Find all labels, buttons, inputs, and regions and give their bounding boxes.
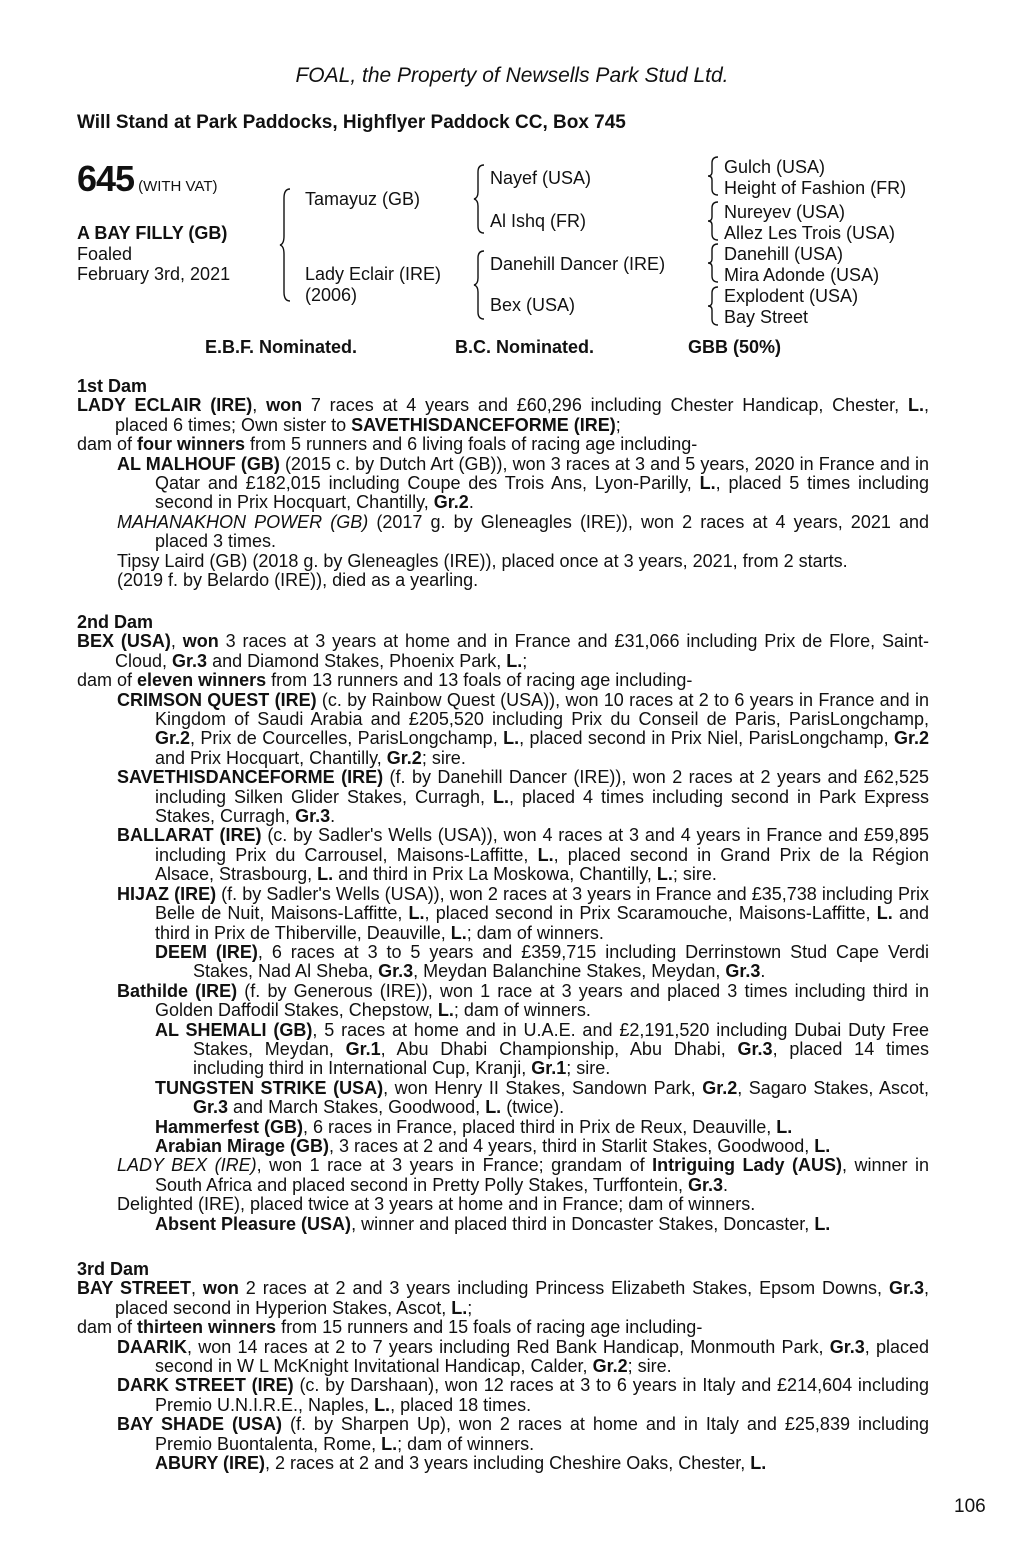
dam-name: LADY ECLAIR (IRE) [77,395,253,416]
produce-entry: Absent Pleasure (USA), winner and placed third in Doncaster Stakes, Doncaster, L. [155,1213,831,1234]
ggp-3: Nureyev (USA) [724,202,846,222]
produce-entry: MAHANAKHON POWER (GB) (2017 g. by Gleneagles (IRE)), won 2 races at 4 years, 2021 and placed 3 times. [117,511,929,552]
dam-parents-brace [474,250,486,320]
produce-entry: (2019 f. by Belardo (IRE)), died as a yearling. [117,570,479,591]
ggp-brace-4 [708,286,720,326]
sire-parents-brace [474,164,486,234]
produce-entry: AL SHEMALI (GB), 5 races at home and in U.A.E. and £2,191,520 including Dubai Duty Free Stakes, Meydan, Gr.1, Abu Dhabi Championship, Abu Dhabi, Gr.3, placed 14 times including third in International Cup, Kranji, Gr.1; sire. [155,1019,929,1079]
produce-entry: AL MALHOUF (GB) (2015 c. by Dutch Art (GB)), won 3 races at 3 and 5 years, 2020 in France and in Qatar and £182,015 including Coupe des Trois Ans, Lyon-Parilly, L., placed 5 times including second in Prix Hocquart, Chantilly, Gr.2. [117,453,929,513]
sire-dam: Al Ishq (FR) [490,211,587,231]
catalogue-title: FOAL, the Property of Newsells Park Stud Ltd. [295,64,729,87]
ggp-8: Bay Street [724,307,809,327]
produce-entry: ABURY (IRE), 2 races at 2 and 3 years including Cheshire Oaks, Chester, L. [155,1453,767,1474]
foaled-date: February 3rd, 2021 [77,264,231,284]
first-dam-section [77,377,929,590]
produce-entry: CRIMSON QUEST (IRE) (c. by Rainbow Quest (USA)), won 10 races at 2 to 6 years in France and in Kingdom of Saudi Arabia and £205,520 including Prix du Conseil de Paris, ParisLongchamp, Gr.2, Prix de Courcelles, ParisLongchamp, L., placed second in Prix Niel, ParisLongchamp, Gr.2 and Prix Hocquart, Chantilly, Gr.2; sire. [117,689,929,768]
produce-entry: TUNGSTEN STRIKE (USA), won Henry II Stakes, Sandown Park, Gr.2, Sagaro Stakes, Ascot, Gr.3 and March Stakes, Goodwood, L. (twice). [155,1077,929,1118]
lot-num: 645 [77,158,135,199]
dam-dam: Bex (USA) [490,295,576,315]
dam-entry: LADY ECLAIR (IRE), won 7 races at 4 years and £60,296 including Chester Handicap, Chester, L., placed 6 times; Own sister to SAVETHISDANCEFORME (IRE); [77,395,929,435]
sire-dam-brace [280,188,292,302]
dam-of-line: dam of four winners from 5 runners and 6 living foals of racing age including- [77,434,698,455]
produce-entry: Arabian Mirage (GB), 3 races at 2 and 4 years, third in Starlit Stakes, Goodwood, L. [155,1135,831,1156]
second-dam-section [77,613,929,1234]
produce-entry: DEEM (IRE), 6 races at 3 to 5 years and £359,715 including Derrinstown Stud Cape Verdi Stakes, Nad Al Sheba, Gr.3, Meydan Balanchine Stakes, Meydan, Gr.3. [155,941,930,982]
produce-entry: BAY SHADE (USA) (f. by Sharpen Up), won 2 races at home and in Italy and £25,839 including Premio Buontalenta, Rome, L.; dam of winners. [117,1414,929,1454]
produce-entry: LADY BEX (IRE), won 1 race at 3 years in France; grandam of Intriguing Lady (AUS), winner in South Africa and placed second in Pretty Polly Stakes, Turffontein, Gr.3. [117,1155,930,1195]
lot-number [77,158,218,200]
ggp-6: Mira Adonde (USA) [724,265,880,285]
won-word: won [266,395,303,416]
ggp-2: Height of Fashion (FR) [724,178,907,198]
gbb-note: GBB (50%) [688,337,782,357]
section-heading: 3rd Dam [77,1259,150,1279]
produce-entry: DARK STREET (IRE) (c. by Darshaan), won 12 races at 3 to 6 years in Italy and £214,604 including Premio U.N.I.R.E., Naples, L., placed 18 times. [117,1375,929,1415]
dam-year: (2006) [305,285,358,305]
dam-of-line: dam of thirteen winners from 15 runners and 15 foals of racing age including- [77,1317,703,1338]
foaled-label: Foaled [77,244,133,264]
dam-of-line: dam of eleven winners from 13 runners and 13 foals of racing age including- [77,670,693,691]
produce-entry: Delighted (IRE), placed twice at 3 years at home and in France; dam of winners. [117,1194,756,1215]
lot-description: A BAY FILLY (GB) [77,223,228,243]
dam-entry: BAY STREET, won 2 races at 2 and 3 years including Princess Elizabeth Stakes, Epsom Downs, Gr.3, placed second in Hyperion Stakes, Ascot, L.; [77,1278,929,1318]
produce-entry: HIJAZ (IRE) (f. by Sadler's Wells (USA)), won 2 races at 3 years in France and £35,738 including Prix Belle de Nuit, Maisons-Laffitte, L., placed second in Prix Scaramouche, Maisons-Laffitte, L. and third in Prix de Thiberville, Deauville, L.; dam of winners. [117,883,930,943]
dam-sire: Danehill Dancer (IRE) [490,254,666,274]
third-dam-section [77,1260,929,1473]
sire-sire: Nayef (USA) [490,168,592,188]
stand-location: Will Stand at Park Paddocks, Highflyer Paddock CC, Box 745 [77,112,626,133]
produce-entry: Bathilde (IRE) (f. by Generous (IRE)), won 1 race at 3 years and placed 3 times including third in Golden Daffodil Stakes, Chepstow, L.; dam of winners. [117,980,929,1021]
ggp-5: Danehill (USA) [724,244,844,264]
produce-entry: BALLARAT (IRE) (c. by Sadler's Wells (USA)), won 4 races at 3 and 4 years in France and £59,895 including Prix du Carrousel, Maisons-Laffitte, L., placed second in Grand Prix de la Région Alsace, Strasbourg, L. and third in Prix La Moskowa, Chantilly, L.; sire. [117,825,930,885]
produce-entry: SAVETHISDANCEFORME (IRE) (f. by Danehill Dancer (IRE)), won 2 races at 2 years and £62,525 including Silken Glider Stakes, Curragh, L., placed 4 times including second in Park Express Stakes, Curragh, Gr.3. [117,767,930,827]
dam: Lady Eclair (IRE) [305,264,442,284]
ggp-7: Explodent (USA) [724,286,859,306]
produce-entry: Hammerfest (GB), 6 races in France, placed third in Prix de Reux, Deauville, L. [155,1116,793,1137]
ggp-1: Gulch (USA) [724,157,826,177]
produce-entry: DAARIK, won 14 races at 2 to 7 years including Red Bank Handicap, Monmouth Park, Gr.3, placed second in W L McKnight Invitational Handicap, Calder, Gr.2; sire. [117,1336,930,1377]
section-heading: 2nd Dam [77,612,154,632]
ggp-brace-2 [708,201,720,241]
bc-nomination: B.C. Nominated. [455,337,595,357]
ebf-nomination: E.B.F. Nominated. [205,337,358,357]
vat-note: (WITH VAT) [138,178,218,195]
section-heading: 1st Dam [77,376,148,396]
ggp-4: Allez Les Trois (USA) [724,223,896,243]
dam-entry: BEX (USA), won 3 races at 3 years at home and in France and £31,066 including Prix de Flore, Saint-Cloud, Gr.3 and Diamond Stakes, Phoenix Park, L.; [77,631,929,671]
produce-entry: Tipsy Laird (GB) (2018 g. by Gleneagles (IRE)), placed once at 3 years, 2021, from 2 starts. [117,550,848,571]
sire: Tamayuz (GB) [305,189,421,209]
ggp-brace-3 [708,243,720,283]
ggp-brace-1 [708,156,720,196]
page-number: 106 [954,1496,986,1517]
